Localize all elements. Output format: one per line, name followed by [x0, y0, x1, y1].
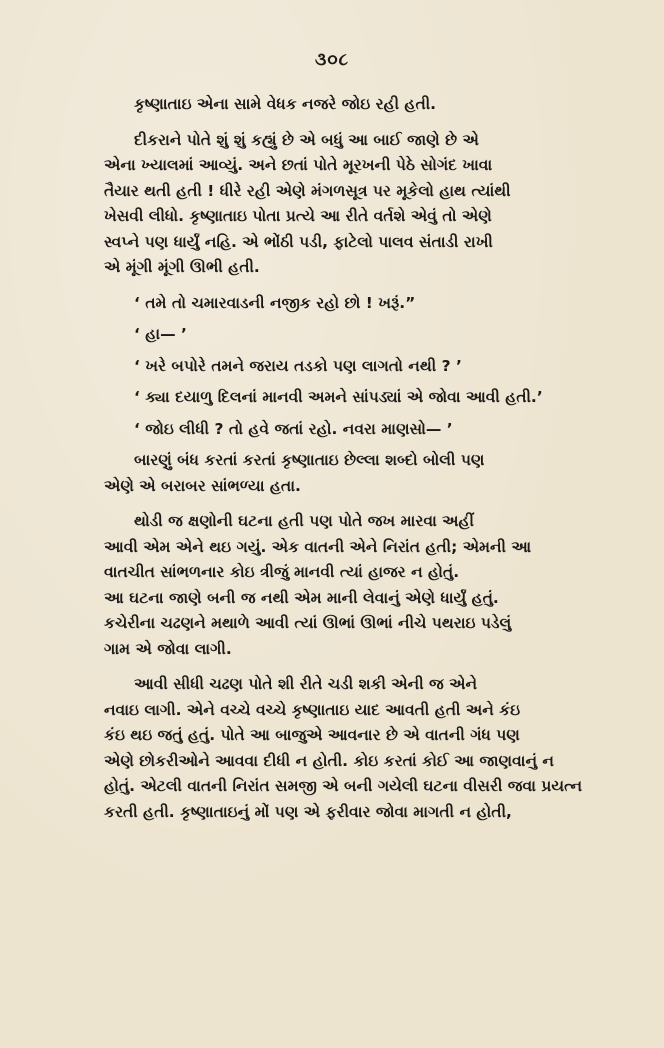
text-line: તૈયાર થતી હતી ! ધીરે રહી એણે મંગળસૂત્ર પર મૂકેલો હાથ ત્યાંથી — [104, 181, 511, 200]
page-number: ૩૦૮ — [315, 50, 349, 70]
text-line: ‘ ખરે બપોરે તમને જરાય તડકો પણ લાગતો નથી ? ’ — [134, 356, 462, 375]
text-line: એ મૂંગી મૂંગી ઊભી હતી. — [104, 258, 260, 276]
text-line: ‘ તમે તો ચમારવાડની નજીક રહો છો ! ખરૂં.” — [134, 293, 416, 312]
text-line: આવી એમ એને થઇ ગયું. એક વાતની એને નિરાંત હતી; એમની આ — [104, 537, 532, 556]
text-line: દીકરાને પોતે શું શું કહ્યું છે એ બધું આ બાઈ જાણે છે એ — [134, 130, 479, 149]
text-line: કરતી હતી. કૃષ્ણાતાઇનું મોં પણ એ ફરીવાર જોવા માગતી ન હોતી, — [104, 802, 512, 821]
text-line: બારણું બંધ કરતાં કરતાં કૃષ્ણાતાઇ છેલ્લા શબ્દો બોલી પણ — [134, 451, 485, 469]
text-line: વાતચીત સાંભળનાર કોઇ ત્રીજું માનવી ત્યાં હાજર ન હોતું. — [104, 563, 460, 581]
text-line: નવાઇ લાગી. એને વચ્ચે વચ્ચે કૃષ્ણાતાઇ યાદ આવતી હતી અને કંઇ — [104, 700, 521, 719]
text-line: કૃષ્ણાતાઇ એના સામે વેધક નજરે જોઇ રહી હતી. — [134, 95, 437, 113]
text-line: ‘ ક્યા દયાળુ દિલનાં માનવી અમને સાંપડ્યાં એ જોવા આવી હતી.’ — [134, 388, 543, 406]
text-line: એણે એ બરાબર સાંભળ્યા હતા. — [104, 476, 301, 495]
text-line: સ્વપ્ને પણ ધાર્યું નહિ. એ ભોંઠી પડી, ફાટેલો પાલવ સંતાડી રાખી — [104, 232, 493, 251]
text-line: કંઇ થઇ જતું હતું. પોતે આ બાજુએ આવનાર છે એ વાતની ગંધ પણ — [104, 726, 520, 744]
text-line: ‘ હા— ’ — [134, 325, 187, 343]
body-text — [104, 92, 604, 825]
text-line: આ ઘટના જાણે બની જ નથી એમ માની લેવાનું એણે ધાર્યું હતું. — [104, 588, 499, 607]
text-line: આવી સીધી ચઢણ પોતે શી રીતે ચડી શકી એની જ એને — [134, 675, 477, 693]
text-line: થોડી જ ક્ષણોની ઘટના હતી પણ પોતે જખ મારવા અહીં — [134, 512, 474, 530]
text-line: એના ખ્યાલમાં આવ્યું. અને છતાં પોતે મૂરખની પેઠે સોગંદ ખાવા — [104, 156, 493, 174]
text-line: કચેરીના ચઢણને મથાળે આવી ત્યાં ઊભાં ઊભાં નીચે પથરાઇ પડેલું — [104, 614, 512, 632]
text-line: ‘ જોઇ લીધી ? તો હવે જતાં રહો. નવરા માણસો— ’ — [134, 419, 453, 438]
text-line: એણે છોકરીઓને આવવા દીધી ન હોતી. કોઇ કરતાં કોઈ આ જાણવાનું ન — [104, 751, 554, 770]
text-line: હોતું. એટલી વાતની નિરાંત સમજી એ બની ગયેલી ઘટના વીસરી જવા પ્રયત્ન — [104, 777, 583, 795]
text-line: ખેસવી લીધો. કૃષ્ણાતાઇ પોતા પ્રત્યે આ રીતે વર્તશે એવું તો એણે — [104, 207, 492, 225]
text-line: ગામ એ જોવા લાગી. — [104, 639, 232, 658]
